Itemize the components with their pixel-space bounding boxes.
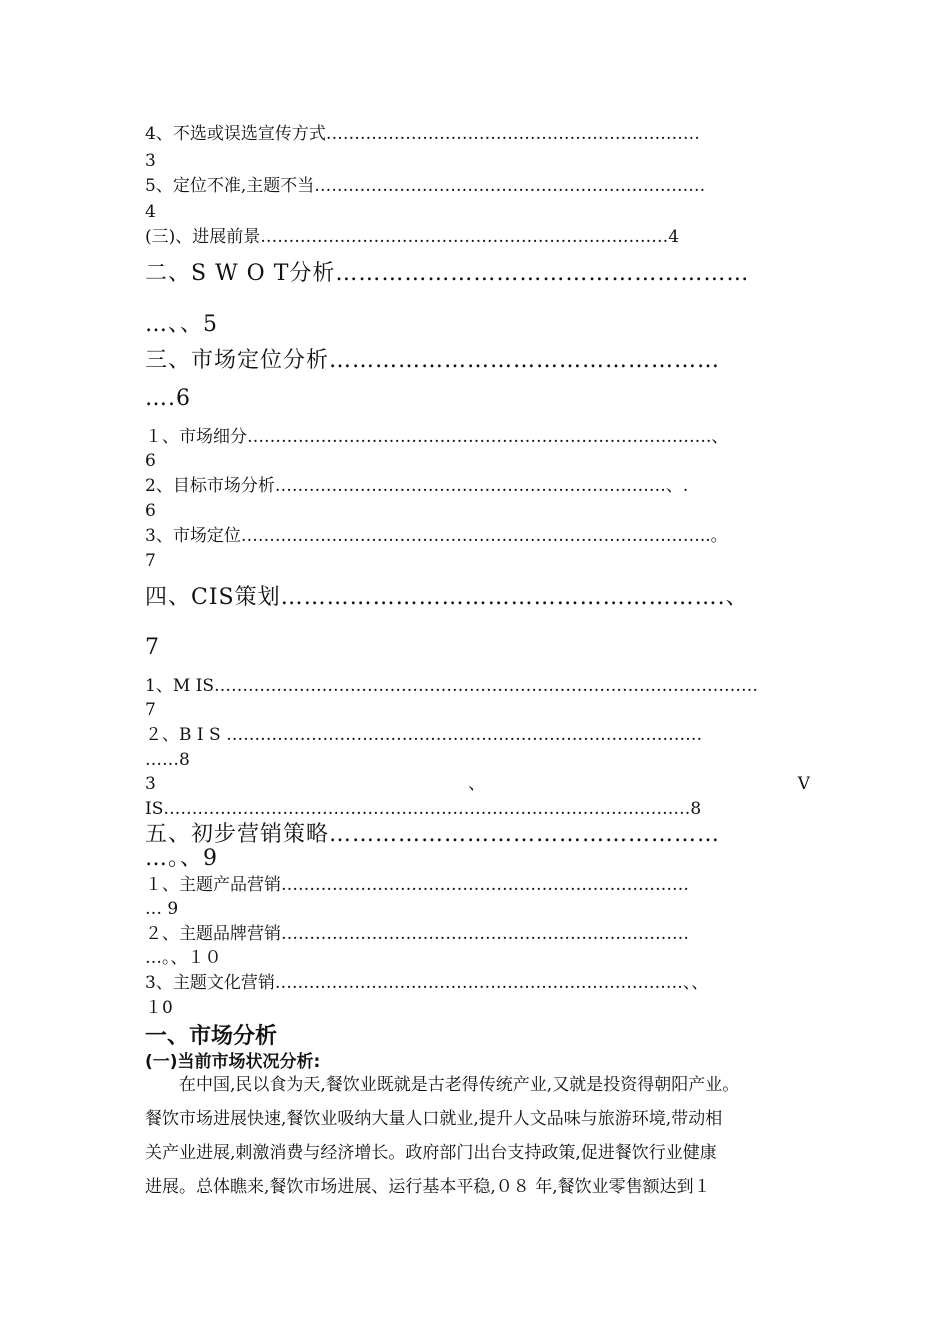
section-subtitle: (一)当前市场状况分析: xyxy=(145,1052,321,1072)
body-paragraph xyxy=(145,1068,815,1204)
toc-entry[interactable]: 5、定位不准,主题不当…………………………………………………………… xyxy=(145,176,706,196)
toc-entry[interactable]: ２、B I S ………………………………………………………………………… xyxy=(145,725,703,745)
toc-entry[interactable]: IS…………………………………………………………………………………8 xyxy=(145,799,702,819)
toc-page-number: 6 xyxy=(145,501,156,521)
toc-page-number: …、、5 xyxy=(145,312,218,337)
toc-page-number: ….6 xyxy=(145,386,191,411)
toc-section-entry[interactable]: 三、市场定位分析…………………………………………… xyxy=(145,348,721,373)
toc-entry-letter: V xyxy=(797,774,810,794)
toc-page-number: ……8 xyxy=(145,750,190,770)
toc-entry[interactable]: 2、目标市场分析……………………………………………………………、. xyxy=(145,476,689,496)
toc-entry[interactable]: ２、主题品牌营销……………………………………………………………… xyxy=(145,924,689,944)
toc-page-number: 7 xyxy=(145,700,156,720)
toc-entry[interactable]: (三)、进展前景………………………………………………………………4 xyxy=(145,227,680,247)
toc-entry[interactable]: 1、M IS…………………………………………………………………………………… xyxy=(145,676,758,696)
section-title: 一、市场分析 xyxy=(145,1024,278,1049)
toc-entry[interactable]: １、市场细分……………………………………………………………………….、 xyxy=(145,427,729,447)
toc-entry-separator: 、 xyxy=(468,774,486,794)
paragraph-line: 在中国,民以食为天,餐饮业既就是古老得传统产业,又就是投资得朝阳产业。 xyxy=(145,1075,740,1095)
toc-page-number: 3 xyxy=(145,151,156,171)
toc-page-number: … 9 xyxy=(145,899,179,919)
toc-entry[interactable]: 3、主题文化营销………………………………………………………………、、 xyxy=(145,973,709,993)
paragraph-line: 进展。总体瞧来,餐饮市场进展、运行基本平稳,０８ 年,餐饮业零售额达到１ xyxy=(145,1177,711,1197)
toc-page-number: 4 xyxy=(145,202,156,222)
toc-page-number: １0 xyxy=(145,998,173,1018)
toc-section-entry[interactable]: 五、初步营销策略…………………………………………… xyxy=(145,822,721,847)
toc-entry-number: 3 xyxy=(145,774,156,794)
toc-section-entry[interactable]: 二、S W O T分析……………………………………………… xyxy=(145,261,750,286)
toc-entry-justified[interactable] xyxy=(145,774,810,794)
toc-page-number: …。、9 xyxy=(145,846,218,871)
toc-page-number: 7 xyxy=(145,635,160,660)
toc-page-number: 7 xyxy=(145,551,156,571)
toc-entry[interactable]: １、主题产品营销……………………………………………………………… xyxy=(145,875,689,895)
toc-section-entry[interactable]: 四、CIS策划………………………………………………….、 xyxy=(145,585,749,610)
toc-page-number: …。、１０ xyxy=(145,948,222,968)
paragraph-line: 餐饮市场进展快速,餐饮业吸纳大量人口就业,提升人文品味与旅游环境,带动相 xyxy=(145,1109,723,1129)
toc-entry[interactable]: 3、市场定位………………………………………………………………………..。 xyxy=(145,526,728,546)
paragraph-line: 关产业进展,刺激消费与经济增长。政府部门出台支持政策,促进餐饮行业健康 xyxy=(145,1143,717,1163)
toc-page-number: 6 xyxy=(145,451,156,471)
toc-entry[interactable]: 4、不选或误选宣传方式………………………………………………………… xyxy=(145,124,700,144)
